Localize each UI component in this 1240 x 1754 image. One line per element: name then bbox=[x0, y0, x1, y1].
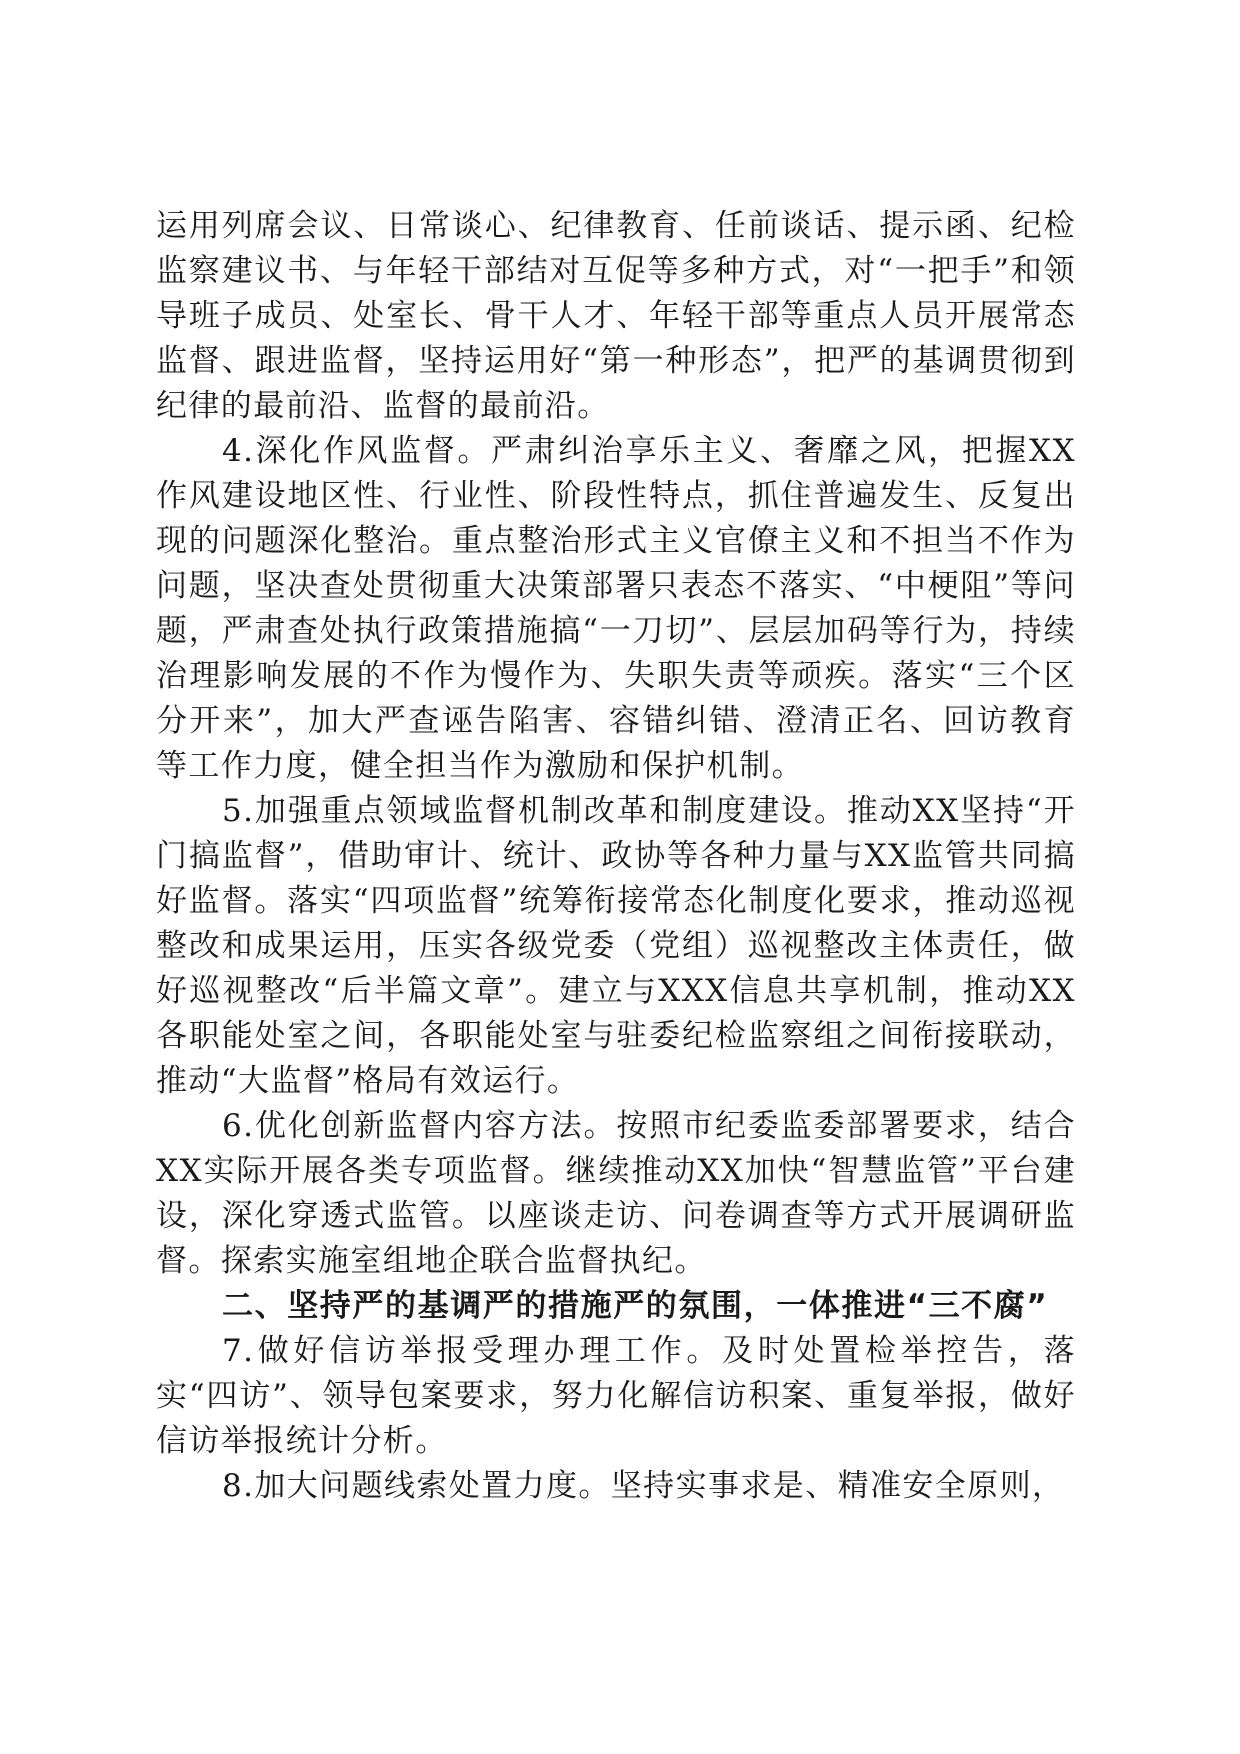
paragraph-continued: 运用列席会议、日常谈心、纪律教育、任前谈话、提示函、纪检监察建议书、与年轻干部结对互促等多种方式，对“一把手”和领导班子成员、处室长、骨干人才、年轻干部等重点人员开展常态监督、跟进监督，坚持运用好“第一种形态”，把严的基调贯彻到纪律的最前沿、监督的最前沿。 bbox=[156, 208, 1076, 424]
document-body bbox=[156, 204, 1076, 1509]
section-heading-2: 二、坚持严的基调严的措施严的氛围，一体推进“三不腐” bbox=[222, 1288, 1049, 1324]
paragraph-item-4: 4.深化作风监督。严肃纠治享乐主义、奢靡之风，把握XX作风建设地区性、行业性、阶段性特点，抓住普遍发生、反复出现的问题深化整治。重点整治形式主义官僚主义和不担当不作为问题，坚决查处贯彻重大决策部署只表态不落实、“中梗阻”等问题，严肃查处执行政策措施搞“一刀切”、层层加码等行为，持续治理影响发展的不作为慢作为、失职失责等顽疾。落实“三个区分开来”，加大严查诬告陷害、容错纠错、澄清正名、回访教育等工作力度，健全担当作为激励和保护机制。 bbox=[156, 433, 1076, 784]
paragraph-item-8: 8.加大问题线索处置力度。坚持实事求是、精准安全原则， bbox=[222, 1468, 1065, 1504]
paragraph-item-7: 7.做好信访举报受理办理工作。及时处置检举控告，落实“四访”、领导包案要求，努力化解信访积案、重复举报，做好信访举报统计分析。 bbox=[156, 1333, 1076, 1459]
paragraph-item-5: 5.加强重点领域监督机制改革和制度建设。推动XX坚持“开门搞监督”，借助审计、统计、政协等各种力量与XX监管共同搞好监督。落实“四项监督”统筹衔接常态化制度化要求，推动巡视整改和成果运用，压实各级党委（党组）巡视整改主体责任，做好巡视整改“后半篇文章”。建立与XXX信息共享机制，推动XX各职能处室之间，各职能处室与驻委纪检监察组之间衔接联动，推动“大监督”格局有效运行。 bbox=[156, 793, 1076, 1099]
paragraph-item-6: 6.优化创新监督内容方法。按照市纪委监委部署要求，结合XX实际开展各类专项监督。继续推动XX加快“智慧监管”平台建设，深化穿透式监管。以座谈走访、问卷调查等方式开展调研监督。探索实施室组地企联合监督执纪。 bbox=[156, 1108, 1076, 1279]
